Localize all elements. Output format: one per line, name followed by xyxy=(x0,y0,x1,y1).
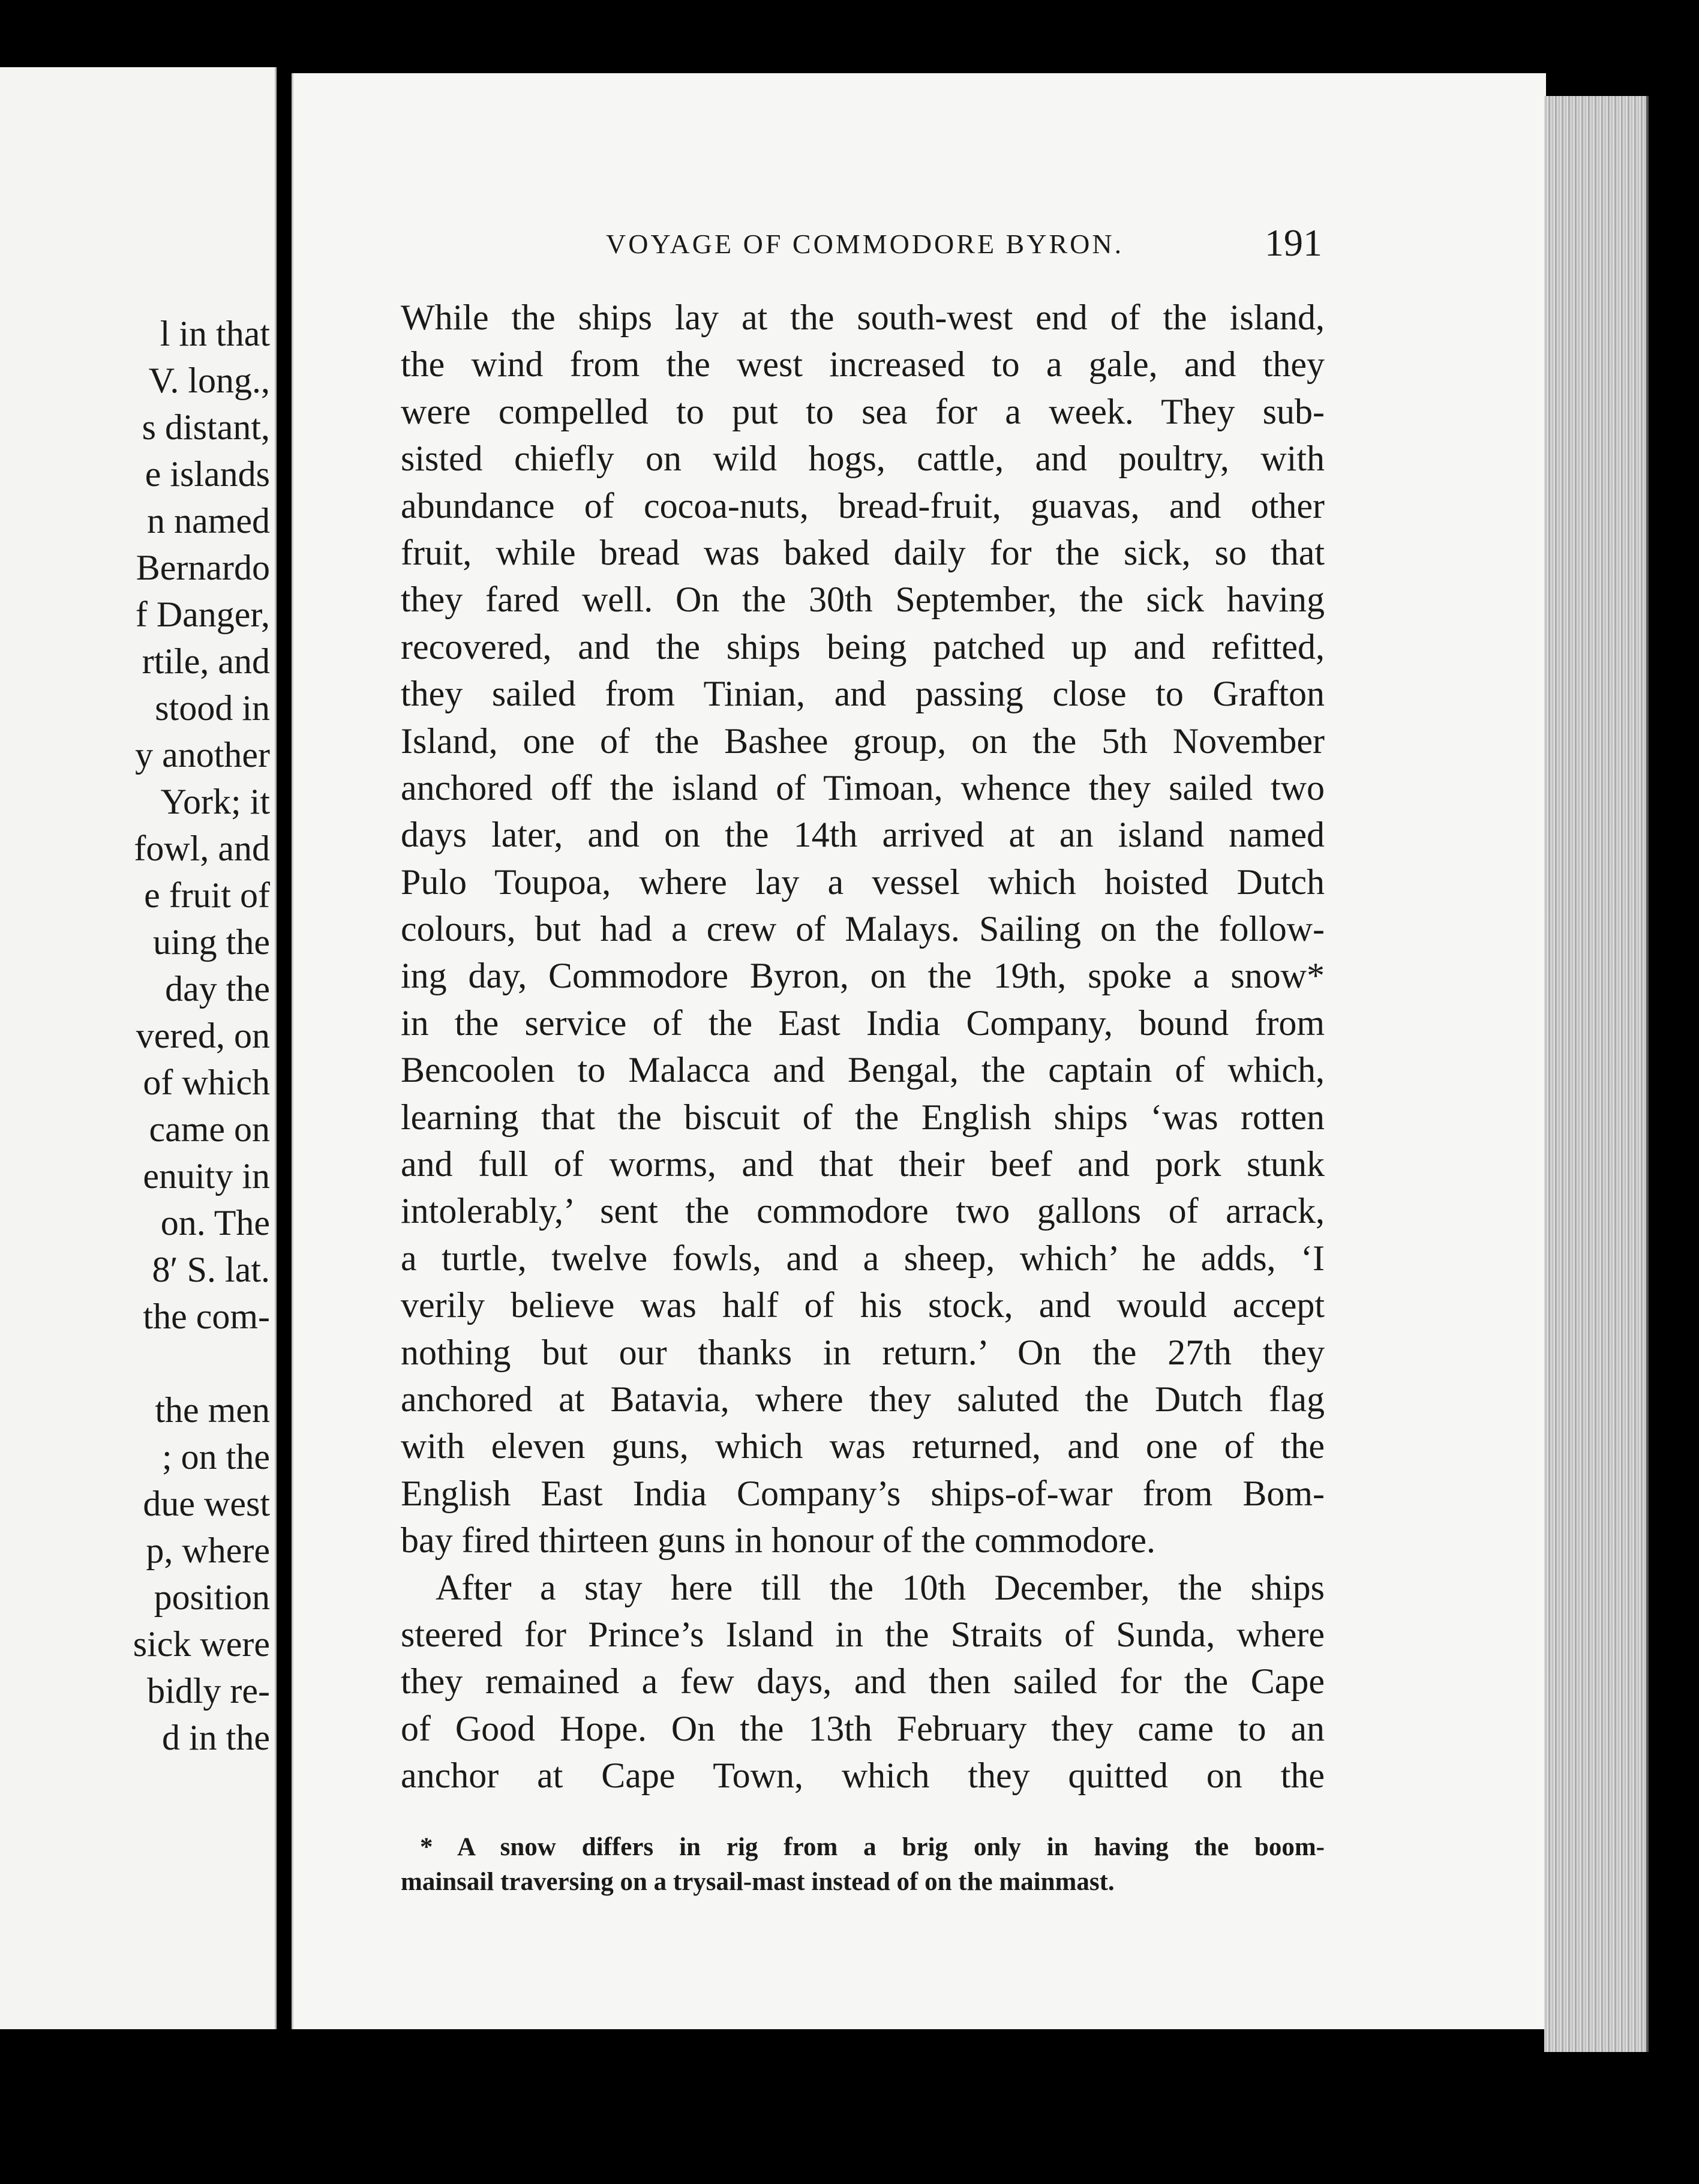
left-line: d in the xyxy=(162,1718,270,1757)
left-line: rtile, and xyxy=(142,641,270,681)
text-line: were compelled to put to sea for a week. They sub- xyxy=(401,391,1325,431)
left-page-fragment xyxy=(0,67,277,2029)
text-line: of Good Hope. On the 13th February they came to an xyxy=(401,1708,1325,1748)
text-line: Island, one of the Bashee group, on the 5th November xyxy=(401,721,1325,761)
page-edges xyxy=(1544,96,1649,2052)
text-line: and full of worms, and that their beef and pork stunk xyxy=(401,1144,1325,1184)
text-line: steered for Prince’s Island in the Straits of Sunda, where xyxy=(401,1614,1325,1654)
text-line: anchored off the island of Timoan, whence they sailed two xyxy=(401,767,1325,808)
left-line: on. The xyxy=(160,1203,270,1243)
text-line: with eleven guns, which was returned, and one of the xyxy=(401,1426,1325,1466)
left-line: bidly re- xyxy=(147,1671,270,1711)
left-line: York; it xyxy=(160,782,270,821)
left-line: 8′ S. lat. xyxy=(152,1250,270,1289)
text-line: colours, but had a crew of Malays. Sailing on the follow- xyxy=(401,909,1325,949)
left-line: l in that xyxy=(160,314,270,353)
text-line: While the ships lay at the south-west end of the island, xyxy=(401,298,1325,337)
left-line: enuity in xyxy=(143,1156,270,1196)
left-line: e fruit of xyxy=(144,875,270,915)
left-line: s distant, xyxy=(142,407,270,447)
text-line: abundance of cocoa-nuts, bread-fruit, guavas, and other xyxy=(401,485,1325,526)
left-line: of which xyxy=(143,1063,270,1102)
text-line: nothing but our thanks in return.’ On the 27th they xyxy=(401,1332,1325,1372)
body-text xyxy=(401,294,1325,1799)
left-line: V. long., xyxy=(148,361,270,400)
page-number: 191 xyxy=(1265,221,1322,264)
text-line: they remained a few days, and then sailed for the Cape xyxy=(401,1661,1325,1702)
text-line: in the service of the East India Company, bound from xyxy=(401,1003,1325,1043)
running-title: VOYAGE OF COMMODORE BYRON. xyxy=(606,229,1124,259)
text-line: a turtle, twelve fowls, and a sheep, which’ he adds, ‘I xyxy=(401,1238,1325,1278)
left-line: the com- xyxy=(143,1297,270,1336)
text-line: learning that the biscuit of the English ships ‘was rotten xyxy=(401,1097,1325,1137)
left-line: f Danger, xyxy=(135,595,270,634)
text-line: verily believe was half of his stock, and would accept xyxy=(401,1285,1325,1325)
text-line: days later, and on the 14th arrived at an island named xyxy=(401,815,1325,855)
left-line: fowl, and xyxy=(134,829,270,868)
footnote xyxy=(401,1830,1325,1900)
left-line: p, where xyxy=(146,1531,270,1570)
text-line: Bencoolen to Malacca and Bengal, the captain of which, xyxy=(401,1050,1325,1090)
footnote-line: mainsail traversing on a trysail-mast instead of on the mainmast. xyxy=(401,1868,1115,1896)
text-line: they sailed from Tinian, and passing close to Grafton xyxy=(401,674,1325,714)
left-line: came on xyxy=(149,1109,270,1149)
text-line: ing day, Commodore Byron, on the 19th, spoke a snow* xyxy=(401,956,1325,996)
text-line: bay fired thirteen guns in honour of the commodore. xyxy=(401,1520,1156,1561)
left-line: ; on the xyxy=(162,1437,270,1477)
left-line: position xyxy=(154,1577,270,1617)
left-line: Bernardo xyxy=(136,548,270,587)
text-line: they fared well. On the 30th September, the sick having xyxy=(401,580,1325,620)
text-line: Pulo Toupoa, where lay a vessel which hoisted Dutch xyxy=(401,862,1325,902)
left-line: due west xyxy=(143,1484,270,1523)
left-line: vered, on xyxy=(136,1016,270,1055)
text-line: anchored at Batavia, where they saluted the Dutch flag xyxy=(401,1379,1325,1419)
text-line: fruit, while bread was baked daily for the sick, so that xyxy=(401,532,1325,572)
left-line: stood in xyxy=(155,688,270,728)
left-line: sick were xyxy=(133,1624,270,1664)
text-line: sisted chiefly on wild hogs, cattle, and poultry, with xyxy=(401,439,1325,479)
left-line: the men xyxy=(155,1390,270,1430)
text-line: English East India Company’s ships-of-war from Bom- xyxy=(401,1473,1325,1513)
left-line: e islands xyxy=(145,454,270,494)
footnote-line: * A snow differs in rig from a brig only in having the boom- xyxy=(420,1833,1325,1861)
left-line: uing the xyxy=(153,922,270,962)
left-line: y another xyxy=(135,735,270,775)
text-line: anchor at Cape Town, which they quitted on the xyxy=(401,1756,1325,1796)
text-line: recovered, and the ships being patched up and refitted, xyxy=(401,626,1325,667)
text-line: the wind from the west increased to a gale, and they xyxy=(401,344,1325,385)
text-line: intolerably,’ sent the commodore two gallons of arrack, xyxy=(401,1191,1325,1231)
left-line: day the xyxy=(165,969,270,1009)
left-line: n named xyxy=(147,501,270,541)
text-line: After a stay here till the 10th December, the ships xyxy=(436,1567,1325,1607)
